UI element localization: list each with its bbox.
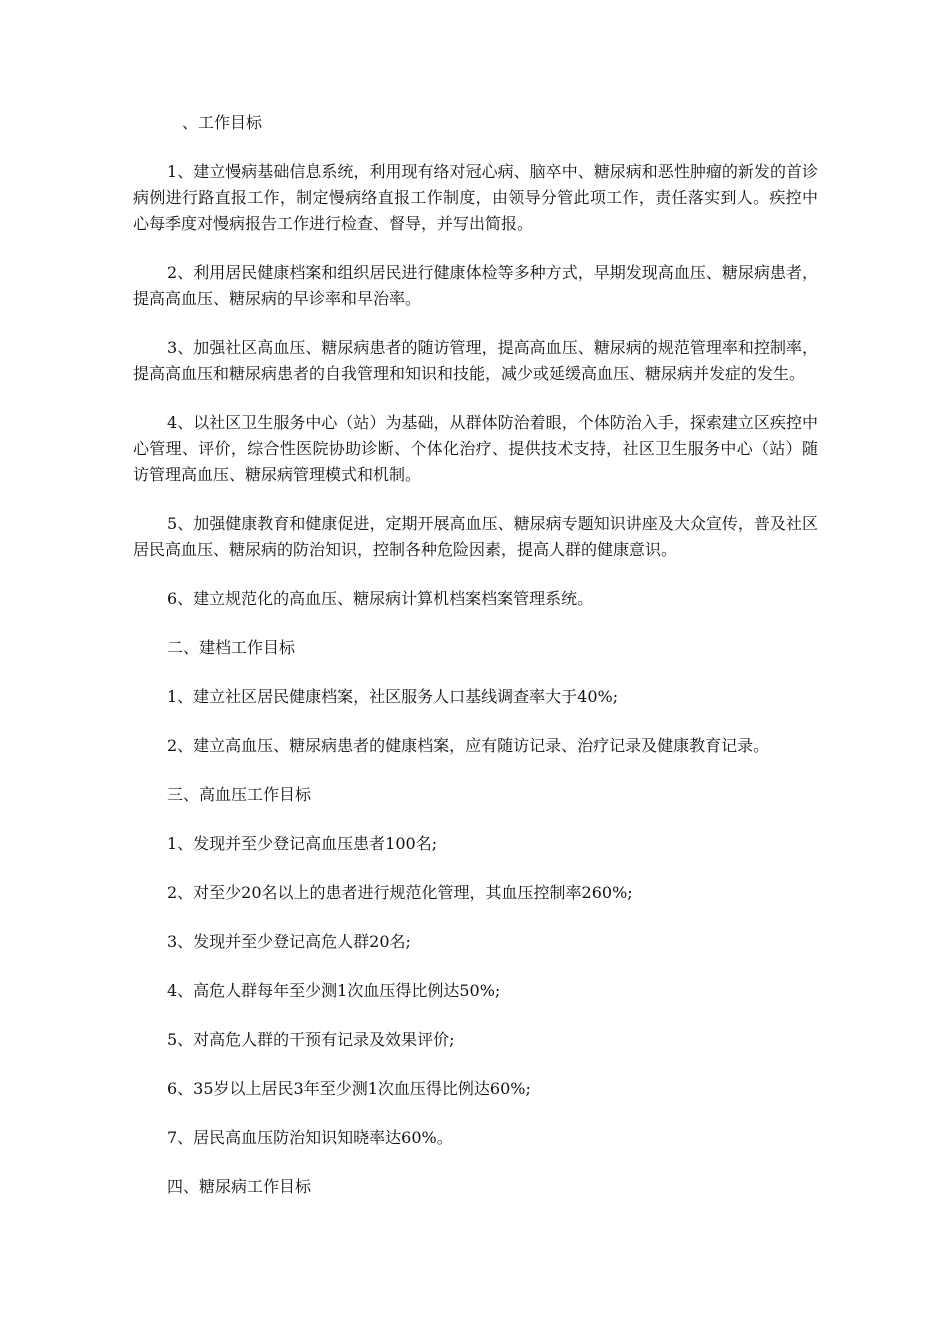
paragraph: 1、建立慢病基础信息系统，利用现有络对冠心病、脑卒中、糖尿病和恶性肿瘤的新发的首诊病例进行路直报工作，制定慢病络直报工作制度，由领导分管此项工作，责任落实到人。疾控中心每季度对慢病报告工作进行检查、督导，并写出简报。	[133, 162, 818, 233]
paragraph: 3、发现并至少登记高危人群20名;	[167, 932, 411, 951]
paragraph: 1、建立社区居民健康档案，社区服务人口基线调查率大于40%;	[167, 687, 619, 706]
paragraph: 2、建立高血压、糖尿病患者的健康档案，应有随访记录、治疗记录及健康教育记录。	[167, 736, 770, 755]
paragraph: 4、高危人群每年至少测1次血压得比例达50%;	[167, 981, 501, 1000]
document-page	[133, 110, 818, 1200]
section-heading-3: 三、高血压工作目标	[167, 785, 312, 804]
section-heading-1: 、工作目标	[182, 113, 263, 132]
paragraph: 6、35岁以上居民3年至少测1次血压得比例达60%;	[167, 1079, 531, 1098]
paragraph: 5、对高危人群的干预有记录及效果评价;	[167, 1030, 455, 1049]
paragraph: 1、发现并至少登记高血压患者100名;	[167, 834, 438, 853]
section-heading-4: 四、糖尿病工作目标	[167, 1177, 312, 1196]
section-heading-2: 二、建档工作目标	[167, 638, 296, 657]
paragraph: 6、建立规范化的高血压、糖尿病计算机档案档案管理系统。	[167, 589, 594, 608]
paragraph: 5、加强健康教育和健康促进，定期开展高血压、糖尿病专题知识讲座及大众宣传，普及社区居民高血压、糖尿病的防治知识，控制各种危险因素，提高人群的健康意识。	[133, 514, 818, 559]
paragraph: 7、居民高血压防治知识知晓率达60%。	[167, 1128, 453, 1147]
paragraph: 2、利用居民健康档案和组织居民进行健康体检等多种方式，早期发现高血压、糖尿病患者，提高高血压、糖尿病的早诊率和早治率。	[133, 263, 818, 308]
paragraph: 2、对至少20名以上的患者进行规范化管理，其血压控制率260%;	[167, 883, 633, 902]
paragraph: 3、加强社区高血压、糖尿病患者的随访管理，提高高血压、糖尿病的规范管理率和控制率，提高高血压和糖尿病患者的自我管理和知识和技能，减少或延缓高血压、糖尿病并发症的发生。	[133, 338, 818, 383]
paragraph: 4、以社区卫生服务中心（站）为基础，从群体防治着眼，个体防治入手，探索建立区疾控中心管理、评价，综合性医院协助诊断、个体化治疗、提供技术支持，社区卫生服务中心（站）随访管理高血压、糖尿病管理模式和机制。	[133, 413, 818, 484]
